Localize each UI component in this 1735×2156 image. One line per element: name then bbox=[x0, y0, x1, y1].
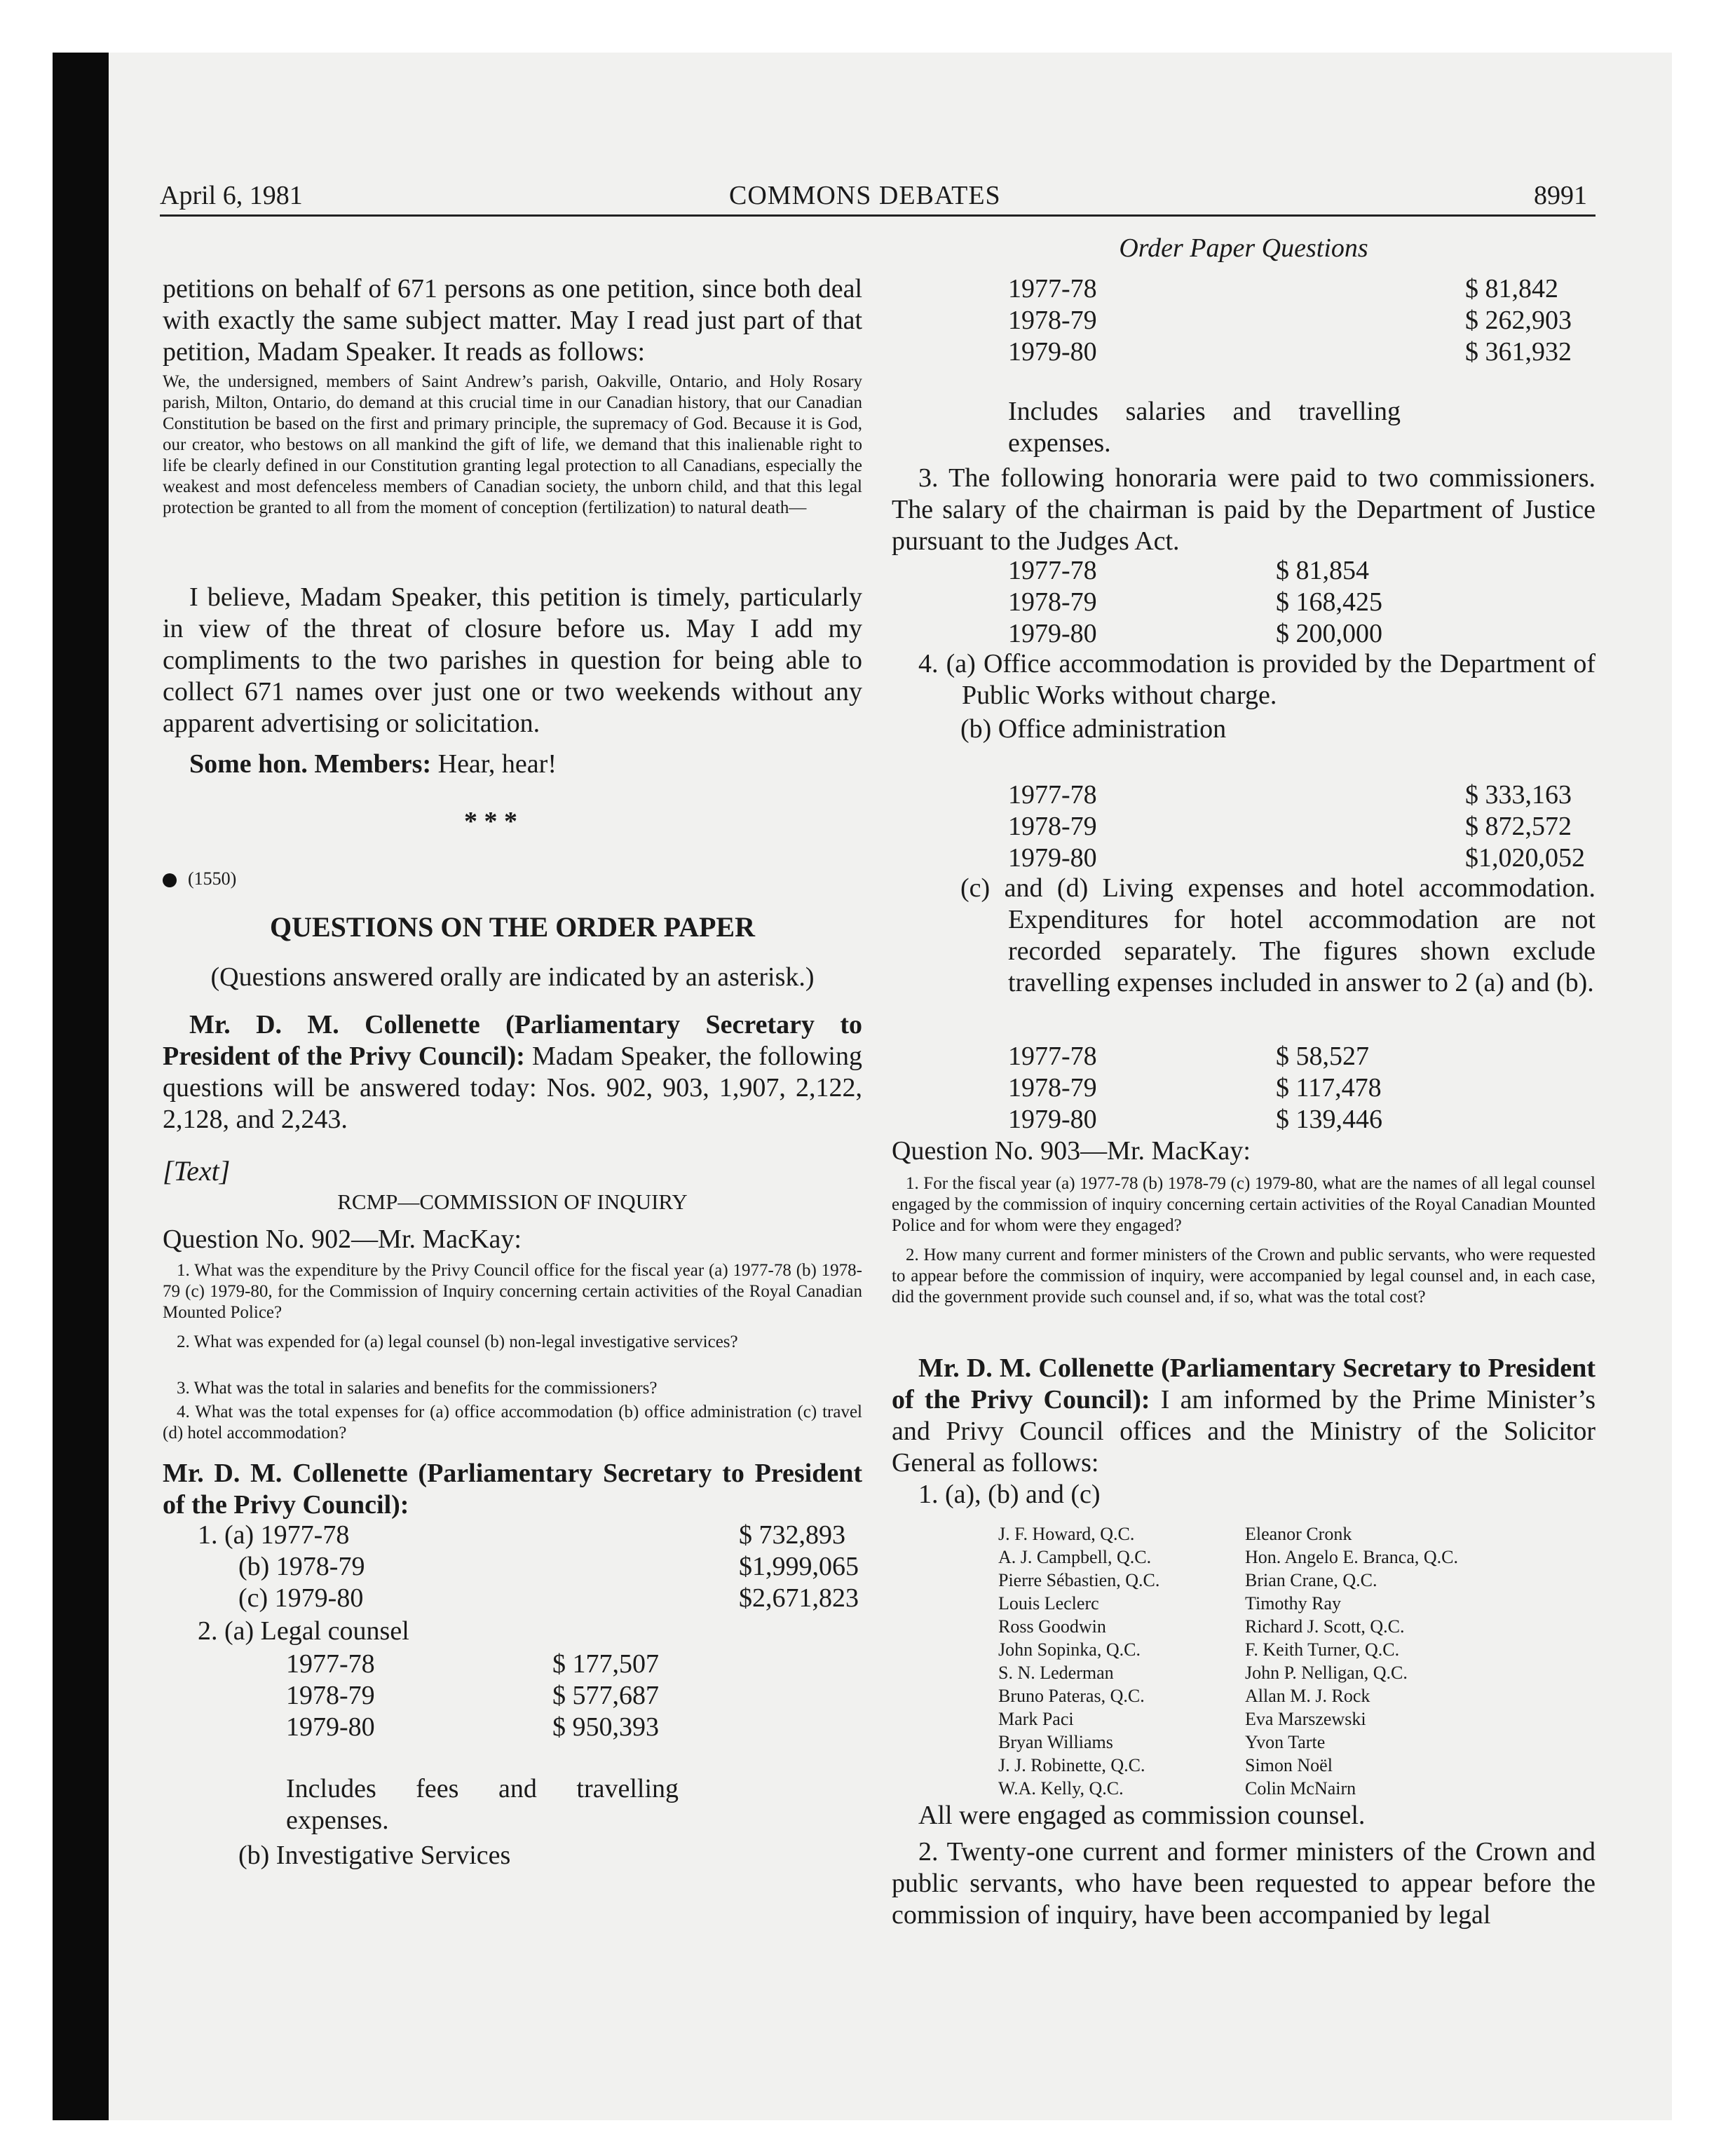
hon-amount-1: $ 81,854 bbox=[1276, 556, 1369, 585]
collenette-speaker-903: Mr. D. M. Collenette (Parliamentary Secretary to President of the Privy Council): bbox=[892, 1353, 1595, 1414]
counsel-list-left-item: Mark Paci bbox=[998, 1709, 1074, 1729]
ans1-b-label: (b) 1978-79 bbox=[238, 1552, 365, 1581]
counsel-list-left-item: Bryan Williams bbox=[998, 1732, 1113, 1752]
answer-4cd: (c) and (d) Living expenses and hotel accommodation. Expenditures for hotel accommodation are not recorded separately. The figures shown exclude travelling expenses included in answer to 2 (a) and (b). bbox=[960, 873, 1595, 997]
counsel-list-left-item: J. J. Robinette, Q.C. bbox=[998, 1755, 1145, 1775]
ans1-c-label: (c) 1979-80 bbox=[238, 1583, 364, 1613]
counsel-list-right-item: Richard J. Scott, Q.C. bbox=[1245, 1616, 1405, 1637]
running-header: Order Paper Questions bbox=[1119, 233, 1368, 263]
question-902-label: Question No. 902—Mr. MacKay: bbox=[163, 1224, 522, 1254]
question-902-part4: 4. What was the total expenses for (a) office accommodation (b) office administration (c) travel (d) hotel accommodation? bbox=[163, 1403, 862, 1442]
inv-note: Includes salaries and travelling expenses. bbox=[1008, 397, 1401, 458]
question-902-title bbox=[163, 1224, 522, 1255]
ans2b-title: (b) Investigative Services bbox=[238, 1841, 511, 1870]
question-902-part2: 2. What was expended for (a) legal counsel (b) non-legal investigative services? bbox=[177, 1332, 738, 1351]
header-title: COMMONS DEBATES bbox=[729, 181, 1001, 210]
hon-amount-2: $ 168,425 bbox=[1276, 587, 1382, 617]
ans1-a-label: 1. (a) 1977-78 bbox=[198, 1520, 350, 1550]
hon-year-1: 1977-78 bbox=[1008, 556, 1097, 585]
ans1-b-amount: $1,999,065 bbox=[739, 1552, 859, 1581]
collenette-answer-902: Mr. D. M. Collenette (Parliamentary Secretary to President of the Privy Council): bbox=[163, 1459, 862, 1520]
inv-year-2: 1978-79 bbox=[1008, 306, 1097, 335]
counsel-list-right-item: Timothy Ray bbox=[1245, 1593, 1342, 1613]
question-903-title: Question No. 903—Mr. MacKay: bbox=[892, 1136, 1251, 1166]
petition-intro: petitions on behalf of 671 persons as one petition, since both deal with exactly the same subject matter. May I read just part of that petition, Madam Speaker. It reads as follows: bbox=[163, 274, 862, 367]
counsel-list-right-item: F. Keith Turner, Q.C. bbox=[1245, 1639, 1400, 1660]
admin-amount-3: $1,020,052 bbox=[1465, 843, 1585, 873]
question-902-part3: 3. What was the total in salaries and benefits for the commissioners? bbox=[177, 1379, 658, 1398]
header-page-number: 8991 bbox=[1534, 181, 1587, 210]
scan-binding-edge bbox=[53, 53, 109, 2120]
ans2-year-3: 1979-80 bbox=[286, 1712, 375, 1742]
question-903-part2: 2. How many current and former ministers of the Crown and public servants, who were requested to appear before the commission of inquiry, were accompanied by legal counsel and, in each case, did the government provide such counsel and, if so, what was the total cost? bbox=[892, 1246, 1595, 1306]
inv-amount-2: $ 262,903 bbox=[1465, 306, 1572, 335]
inv-amount-3: $ 361,932 bbox=[1465, 337, 1572, 367]
section-note: (Questions answered orally are indicated by an asterisk.) bbox=[210, 962, 815, 992]
admin-amount-1: $ 333,163 bbox=[1465, 780, 1572, 810]
ans2-year-1: 1977-78 bbox=[286, 1649, 375, 1679]
counsel-list-left-item: Ross Goodwin bbox=[998, 1616, 1106, 1637]
inv-year-3: 1979-80 bbox=[1008, 337, 1097, 367]
counsel-list-right-item: Simon Noël bbox=[1245, 1755, 1333, 1775]
counsel-list-left-item: John Sopinka, Q.C. bbox=[998, 1639, 1141, 1660]
admin-amount-2: $ 872,572 bbox=[1465, 812, 1572, 841]
collenette-statement bbox=[163, 1009, 862, 1135]
admin-year-3: 1979-80 bbox=[1008, 843, 1097, 873]
counsel-list-left-item: Bruno Pateras, Q.C. bbox=[998, 1686, 1145, 1706]
hon-amount-3: $ 200,000 bbox=[1276, 619, 1382, 648]
ans2-amount-2: $ 577,687 bbox=[552, 1681, 659, 1710]
inv-amount-1: $ 81,842 bbox=[1465, 274, 1558, 303]
time-marker bbox=[163, 868, 236, 890]
petition-remarks: I believe, Madam Speaker, this petition is timely, particularly in view of the threat of closure before us. May I add my compliments to the two parishes in question for being able to collect 671 names over just one or two weekends without any apparent advertising or solicitation. bbox=[163, 582, 862, 738]
members-speaker: Some hon. Members: bbox=[189, 749, 432, 779]
counsel-list-right-item: Allan M. J. Rock bbox=[1245, 1686, 1370, 1706]
question-903-part1: 1. For the fiscal year (a) 1977-78 (b) 1978-79 (c) 1979-80, what are the names of all legal counsel engaged by the commission of inquiry concerning certain activities of the Royal Canadian Mounted Police and for whom were they engaged? bbox=[892, 1174, 1595, 1235]
answer-3: 3. The following honoraria were paid to two commissioners. The salary of the chairman is paid by the Department of Justice pursuant to the Judges Act. bbox=[892, 463, 1595, 556]
counsel-list-right-item: John P. Nelligan, Q.C. bbox=[1245, 1663, 1408, 1683]
rcmp-heading: RCMP—COMMISSION OF INQUIRY bbox=[337, 1189, 688, 1214]
counsel-list-right-item: Eleanor Cronk bbox=[1245, 1524, 1352, 1544]
counsel-list-left-item: W.A. Kelly, Q.C. bbox=[998, 1778, 1124, 1799]
hon-year-3: 1979-80 bbox=[1008, 619, 1097, 648]
answer-903-1-label: 1. (a), (b) and (c) bbox=[918, 1480, 1101, 1509]
bullet-icon bbox=[163, 873, 177, 887]
section-separator: * * * bbox=[464, 807, 517, 836]
ans2-year-2: 1978-79 bbox=[286, 1681, 375, 1710]
living-amount-3: $ 139,446 bbox=[1276, 1105, 1382, 1134]
counsel-list-left-item: Louis Leclerc bbox=[998, 1593, 1099, 1613]
living-amount-2: $ 117,478 bbox=[1276, 1073, 1382, 1103]
ans2-title: 2. (a) Legal counsel bbox=[198, 1616, 409, 1646]
question-902-part1: 1. What was the expenditure by the Privy Council office for the fiscal year (a) 1977-78 (b) 1978-79 (c) 1979-80, for the Commission of Inquiry concerning certain activities of the Royal Canadian Mounted Police? bbox=[163, 1261, 862, 1322]
ans1-c-amount: $2,671,823 bbox=[739, 1583, 859, 1613]
living-year-2: 1978-79 bbox=[1008, 1073, 1097, 1103]
counsel-list-left-item: Pierre Sébastien, Q.C. bbox=[998, 1570, 1160, 1590]
counsel-list-right bbox=[1245, 1522, 1458, 1800]
living-amount-1: $ 58,527 bbox=[1276, 1042, 1369, 1071]
answer-4a: 4. (a) Office accommodation is provided by the Department of Public Works without charge. bbox=[918, 649, 1595, 710]
counsel-list-left-item: J. F. Howard, Q.C. bbox=[998, 1524, 1135, 1544]
counsel-list-right-item: Brian Crane, Q.C. bbox=[1245, 1570, 1377, 1590]
answer-903-2: 2. Twenty-one current and former ministers of the Crown and public servants, who have been requested to appear before the commission of inquiry, have been accompanied by legal bbox=[892, 1837, 1595, 1930]
members-interjection bbox=[163, 749, 862, 780]
hon-year-2: 1978-79 bbox=[1008, 587, 1097, 617]
living-year-1: 1977-78 bbox=[1008, 1042, 1097, 1071]
engaged-statement: All were engaged as commission counsel. bbox=[918, 1801, 1366, 1830]
petition-quote: We, the undersigned, members of Saint Andrew’s parish, Oakville, Ontario, and Holy Rosary parish, Milton, Ontario, do demand at this crucial time in our Canadian history, that our Canadian Constitution be based on the first and primary principle, the supremacy of God. Because it is God, our creator, who bestows on all mankind the gift of life, we demand that this inalienable right to life be clearly defined in our Constitution granting legal protection to all Canadians, especially the weakest and most defenceless members of Canadian society, the unborn child, and that this legal protection be granted to all from the moment of conception (fertilization) to natural death— bbox=[163, 372, 862, 517]
collenette-speaker: Mr. D. M. Collenette (Parliamentary Secretary to President of the Privy Council): bbox=[163, 1010, 862, 1071]
ans2-amount-3: $ 950,393 bbox=[552, 1712, 659, 1742]
counsel-list-right-item: Colin McNairn bbox=[1245, 1778, 1356, 1799]
counsel-list-left bbox=[998, 1522, 1159, 1800]
collenette-answer-903 bbox=[892, 1353, 1595, 1479]
counsel-list-right-item: Eva Marszewski bbox=[1245, 1709, 1366, 1729]
section-title: QUESTIONS ON THE ORDER PAPER bbox=[270, 911, 755, 943]
ans2-note: Includes fees and travelling expenses. bbox=[286, 1774, 679, 1835]
header-date: April 6, 1981 bbox=[160, 181, 303, 210]
admin-year-1: 1977-78 bbox=[1008, 780, 1097, 810]
ans1-a-amount: $ 732,893 bbox=[739, 1520, 845, 1550]
members-text: Hear, hear! bbox=[431, 749, 557, 779]
answer-4b: (b) Office administration bbox=[960, 714, 1227, 744]
ans2-amount-1: $ 177,507 bbox=[552, 1649, 659, 1679]
collenette-text-903: I am informed by the Prime Minister’s and Privy Council offices and the Ministry of the Solicitor General as follows: bbox=[892, 1385, 1595, 1478]
time-marker-text: (1550) bbox=[188, 868, 237, 889]
text-tag: [Text] bbox=[163, 1155, 231, 1187]
counsel-list-right-item: Hon. Angelo E. Branca, Q.C. bbox=[1245, 1547, 1459, 1567]
living-year-3: 1979-80 bbox=[1008, 1105, 1097, 1134]
collenette-text: Madam Speaker, the following questions will be answered today: Nos. 902, 903, 1,907, 2,122, 2,128, and 2,243. bbox=[163, 1042, 862, 1134]
counsel-list-left-item: A. J. Campbell, Q.C. bbox=[998, 1547, 1152, 1567]
header-rule bbox=[160, 214, 1595, 217]
inv-year-1: 1977-78 bbox=[1008, 274, 1097, 303]
admin-year-2: 1978-79 bbox=[1008, 812, 1097, 841]
counsel-list-right-item: Yvon Tarte bbox=[1245, 1732, 1326, 1752]
counsel-list-left-item: S. N. Lederman bbox=[998, 1663, 1114, 1683]
